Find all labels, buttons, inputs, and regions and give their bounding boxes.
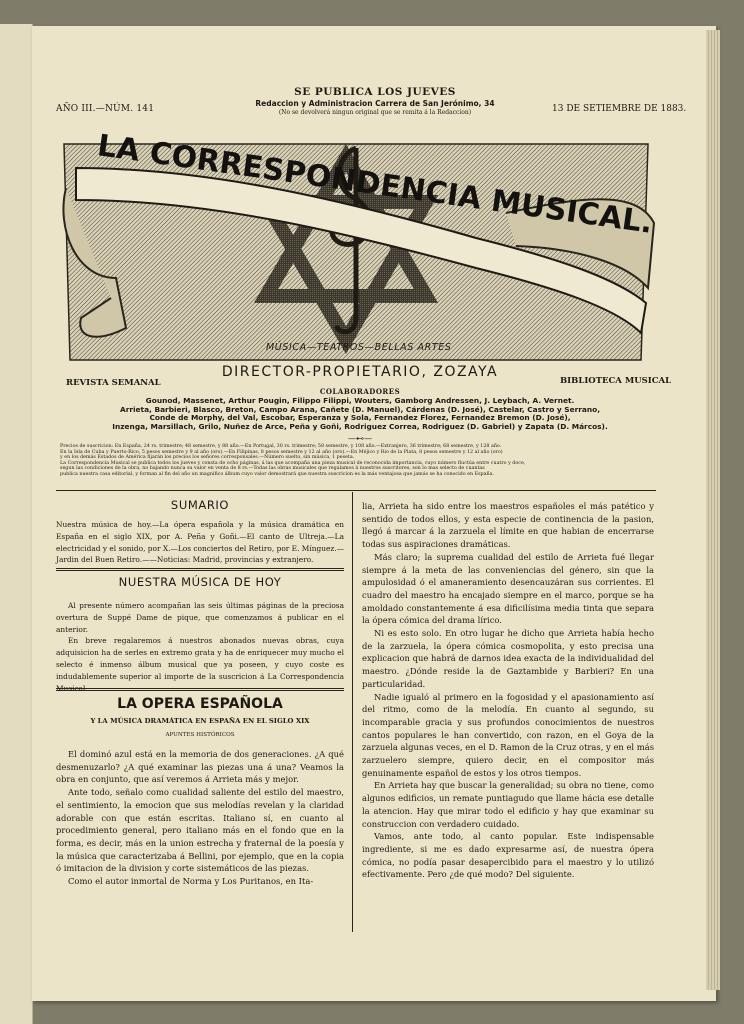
pricing-line: Precios de suscricion: En España, 24 rs. trimestre; 48 semestre, y 88 año.—En Portugal, 30 rs. trimestre; 58 semestre, y 108 año.—Extranjero, 36 trimestre; 68 semestre, y 128 año. <box>60 444 502 449</box>
sumario-text <box>56 519 344 566</box>
sumario-paragraph: Nuestra música de hoy.—La ópera española y la música dramática en España en el siglo XIX, por A. Peña y Goñi.—El canto de Ultreja.—La electricidad y el sonido, por X.—Los conciertos del Retiro, por E. Mínguez.—Jardin del Buen Retiro.——Noticias: Madrid, provincias y extranjero. <box>56 520 344 565</box>
collaborators-line: Conde de Morphy, del Val, Escobar, Esperanza y Sola, Fernandez Florez, Fernandez Bremon (D. José), <box>149 413 571 422</box>
collaborators-list <box>60 397 660 431</box>
opera-article-title: LA OPERA ESPAÑOLA <box>117 696 283 712</box>
frequency: SE PUBLICA LOS JUEVES <box>294 86 456 98</box>
musical-library-label: BIBLIOTECA MUSICAL <box>560 376 672 386</box>
paragraph: En breve regalaremos á nuestros abonados nuevas obras, cuya adquisicion ha de serles en extremo grata y ha de enriquecer muy mucho el selecto é inmenso álbum musical que ya poseen, y cuyo coste es indudablemente superior al importe de la suscricion á La Correspondencia Musical. <box>56 636 344 693</box>
paragraph: lia, Arrieta ha sido entre los maestros españoles el más patético y sentido de todos ellos, y esta especie de continencia de la pasion, llegó á marcar á la zarzuela el límite en que habian de encerrarse todas sus aspiraciones dramáticas. <box>362 501 654 550</box>
opera-article-section: APUNTES HISTÓRICOS <box>165 732 235 738</box>
opera-right-column <box>362 500 654 881</box>
paragraph: Como el autor inmortal de Norma y Los Puritanos, en Ita- <box>68 876 314 887</box>
editorial-note: (No se devolverá ningun original que se remita á la Redaccion) <box>278 109 472 116</box>
collaborators-line: Gounod, Massenet, Arthur Pougin, Filippo Filippi, Wouters, Gamborg Andressen, J. Leybach, A. Vernet. <box>145 396 575 405</box>
column-divider <box>352 492 353 932</box>
paragraph: Al presente número acompañan las seis últimas páginas de la preciosa overtura de Suppé Dame de pique, que comenzamos á publicar en el anterior. <box>56 601 344 634</box>
pricing-line: La Correspondencia Musical se publica todos los jueves y consta de ocho páginas, á las que acompaña una pieza musical de reconocida importancia, cuyo número fluctúa entre cuatro y doce, <box>60 460 526 466</box>
masthead-title: LA CORRESPONDENCIA MUSICAL. <box>95 128 656 242</box>
weekly-review-label: REVISTA SEMANAL <box>66 378 161 388</box>
issue-date: 13 DE SETIEMBRE DE 1883. <box>552 104 687 114</box>
previous-page-edge <box>0 24 33 1024</box>
issue-number: AÑO III.—NÚM. 141 <box>56 104 155 114</box>
collaborators-line: Inzenga, Marsillach, Grilo, Nuñez de Arce, Peña y Goñi, Rodriguez Correa, Rodriguez (D. Gabriel) y Zapata (D. Márcos). <box>112 421 608 431</box>
paragraph: Vamos, ante todo, al canto popular. Este indispensable ingrediente, si me es dado expresarme así, de nuestra ópera cómica, no podía pasar desapercibido para el maestro y lo utilizó efectivamente. Pero ¿de qué modo? Del siguiente. <box>362 831 654 880</box>
nuestra-musica-text <box>56 600 344 694</box>
paragraph: Más claro; la suprema cualidad del estilo de Arrieta fué llegar siempre á la meta de las conveniencias del género, sin que la ampulosidad ó el amaneramiento desencauzáran sus corrientes. El cuadro del maestro ha encajado siempre en el marco, porque se ha amoldado constantemente á esa dificilísima media tinta que separa la ópera cómica del drama lírico. <box>362 551 654 626</box>
nuestra-musica-title: NUESTRA MÚSICA DE HOY <box>118 575 282 589</box>
ornament-divider: —⊷— <box>348 434 372 443</box>
paragraph: En Arrieta hay que buscar la generalidad; su obra no tiene, como algunos edificios, un remate puntiagudo que llame hácia ese detalle la atencion. Hay que mirar todo el edificio y hay que examinar su construccion con verdadero cuidado. <box>362 780 654 829</box>
section-rule <box>56 688 344 691</box>
opera-article-subtitle: Y LA MÚSICA DRAMÁTICA EN ESPAÑA EN EL SIGLO XIX <box>90 717 310 725</box>
director-line: DIRECTOR-PROPIETARIO, ZOZAYA <box>221 364 499 380</box>
section-rule <box>56 568 344 571</box>
collaborators-heading: COLABORADORES <box>319 387 401 396</box>
sumario-title: SUMARIO <box>170 498 230 512</box>
pricing-line: y en los demás Estados de América fijarán los precios los señores corresponsales.—Número suelto, sin música, 1 peseta. <box>60 455 355 461</box>
paragraph: Nadie igualó al primero en la fogosidad y el apasionamiento así del ritmo, como de la melodía. En cuanto al segundo, su incomparable gracia y sus profundos conocimientos de nuestros cantos populares le han convertido, con razon, en el Goya de la zarzuela algunas veces, en el D. Ramon de la Cruz otras, y en el más zarzuelero siempre, quiero decir, en el compositor más genuinamente español de estos y los otros tiempos. <box>362 691 654 778</box>
pricing-line: En la Isla de Cuba y Puerto-Rico, 5 pesos semestre y 9 al año (oro).—En Filipinas, 8 pesos semestre y 12 al año (oro).—En Méjico y Rio de la Plata, 8 pesos semestre y 12 al año (oro) <box>60 449 503 455</box>
subscription-pricing <box>60 444 660 478</box>
address: Redaccion y Administracion Carrera de San Jerónimo, 34 <box>255 99 495 108</box>
paragraph: El dominó azul está en la memoria de dos generaciones. ¿A qué desmenuzarlo? ¿A qué examinar las piezas una á una? Veamos la obra en conjunto, que así veremos á Arrieta más y mejor. <box>56 749 344 785</box>
header-rule <box>56 490 656 491</box>
paragraph: Ante todo, señalo como cualidad saliente del estilo del maestro, el sentimiento, la emocion que sus melodías revelan y la claridad adorable con que están escritas. Italiano sí, en cuanto al procedimiento general, pero italiano más en el fondo que en la forma, es decir, más en la union estrecha y fraternal de la poesía y la música que caracterizaba á Bellini, por ejemplo, que en la copia ó imitacion de la division y corte sistemáticos de las piezas. <box>56 787 344 874</box>
publication-info <box>180 86 570 116</box>
paragraph: Ni es esto solo. En otro lugar he dicho que Arrieta había hecho de la zarzuela, la ópera cómica cosmopolita, y esto precisa una explicacion que habrá de darnos idea exacta de la individualidad del maestro. ¿Dónde reside la de Gaztambide y Barbieri? En una particularidad. <box>362 628 654 689</box>
collaborators-line: Arrieta, Barbieri, Blasco, Breton, Campo Arana, Cañete (D. Manuel), Cárdenas (D. José), Castelar, Castro y Serrano, <box>119 404 601 414</box>
pricing-line: segun las condiciones de la obra, no bajando nunca su valor en venta de 8 rs.—Todas las obras musicales que regalamos á nuestros suscritores, son lo mas selecto de cuantas <box>60 466 485 472</box>
pricing-line: publica nuestra casa editorial, y forman al fin del año un magnífico álbum cuyo valor demostrará que nuestra suscricion es la más ventajosa que jamás se ha conocido en España. <box>60 471 494 477</box>
masthead-subtitle: MÚSICA—TEATROS—BELLAS ARTES <box>266 342 452 353</box>
page-stack-edge <box>706 30 720 990</box>
opera-left-column <box>56 748 344 888</box>
masthead-illustration <box>56 128 656 366</box>
